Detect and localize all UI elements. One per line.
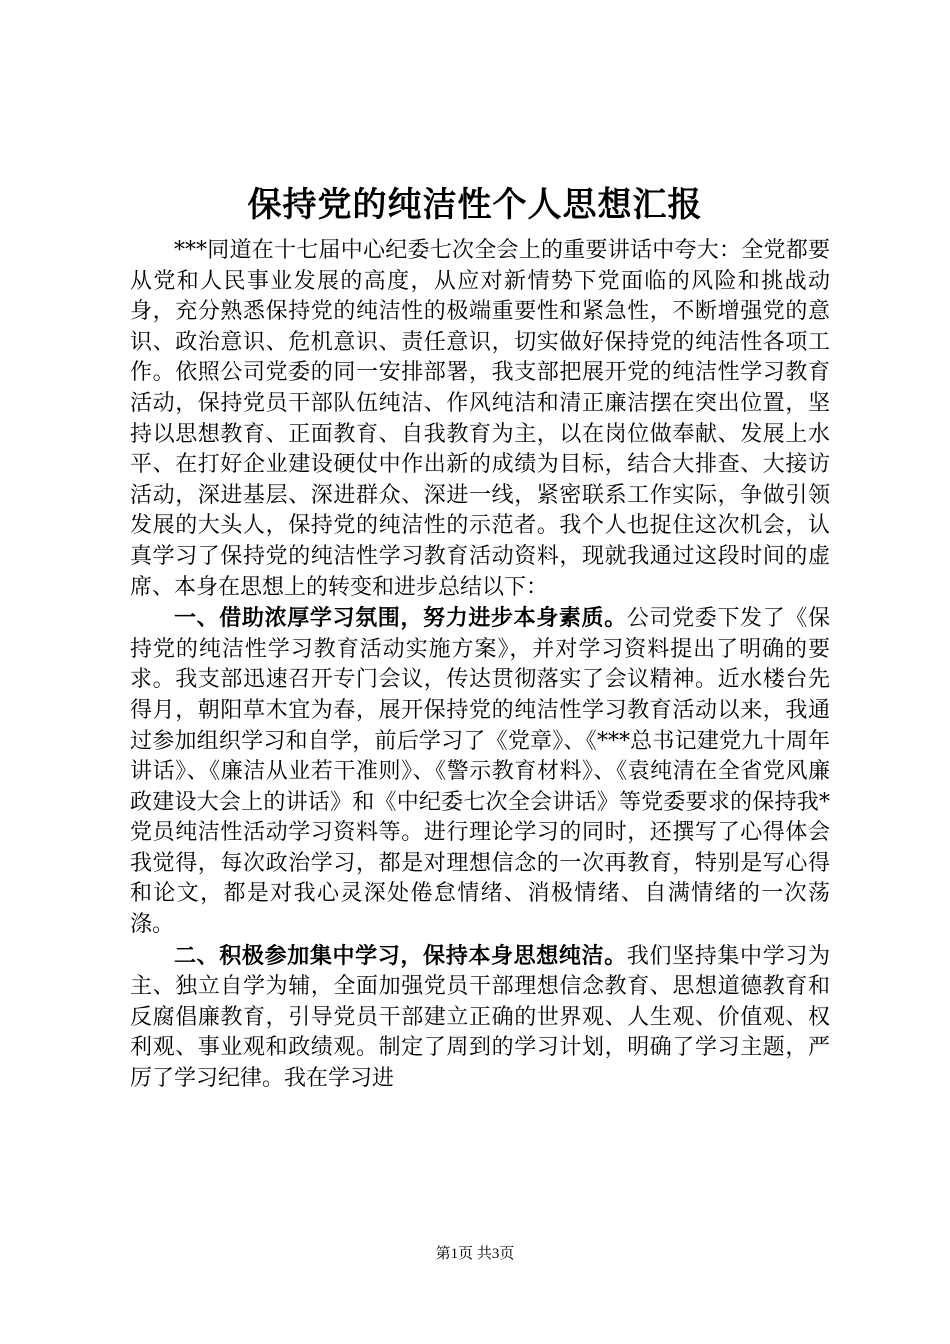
page-footer — [0, 1244, 950, 1264]
section-1-heading: 一、借助浓厚学习氛围，努力进步本身素质。 — [174, 605, 627, 632]
section-2-text: 我们坚持集中学习为主、独立自学为辅，全面加强党员干部理想信念教育、思想道德教育和反腐倡廉教育，引导党员干部建立正确的世界观、人生观、价值观、权利观、事业观和政绩观。制定了周到的学习计划，明确了学习主题，严厉了学习纪律。我在学习进 — [130, 943, 830, 1092]
paragraph-intro-text: ***同道在十七届中心纪委七次全会上的重要讲话中夸大：全党都要从党和人民事业发展的高度，从应对新情势下党面临的风险和挑战动身，充分熟悉保持党的纯洁性的极端重要性和紧急性，不断增强党的意识、政治意识、危机意识、责任意识，切实做好保持党的纯洁性各项工作。依照公司党委的同一安排部署，我支部把展开党的纯洁性学习教育活动，保持党员干部队伍纯洁、作风纯洁和清正廉洁摆在突出位置，坚持以思想教育、正面教育、自我教育为主，以在岗位做奉献、发展上水平、在打好企业建设硬仗中作出新的成绩为目标，结合大排查、大接访活动，深进基层、深进群众、深进一线，紧密联系工作实际，争做引领发展的大头人，保持党的纯洁性的示范者。我个人也捉住这次机会，认真学习了保持党的纯洁性学习教育活动资料，现就我通过这段时间的虚席、本身在思想上的转变和进步总结以下： — [130, 238, 830, 600]
paragraph-section-1 — [130, 603, 830, 941]
page-number: 第1页 共3页 — [435, 1246, 515, 1262]
paragraph-section-2 — [130, 941, 830, 1095]
document-title: 保持党的纯洁性个人思想汇报 — [247, 185, 703, 225]
document-body — [130, 236, 830, 1095]
section-1-text: 公司党委下发了《保持党的纯洁性学习教育活动实施方案》，并对学习资料提出了明确的要求。我支部迅速召开专门会议，传达贯彻落实了会议精神。近水楼台先得月，朝阳草木宜为春，展开保持党的纯洁性学习教育活动以来，我通过参加组织学习和自学，前后学习了《党章》、《***总书记建党九十周年讲话》、《廉洁从业若干准则》、《警示教育材料》、《袁纯清在全省党风廉政建设大会上的讲话》和《中纪委七次全会讲话》等党委要求的保持我*党员纯洁性活动学习资料等。进行理论学习的同时，还撰写了心得体会我觉得，每次政治学习，都是对理想信念的一次再教育，特别是写心得和论文，都是对我心灵深处倦怠情绪、消极情绪、自满情绪的一次荡涤。 — [130, 606, 830, 938]
section-2-heading: 二、积极参加集中学习，保持本身思想纯洁。 — [174, 942, 627, 969]
paragraph-intro — [130, 236, 830, 603]
